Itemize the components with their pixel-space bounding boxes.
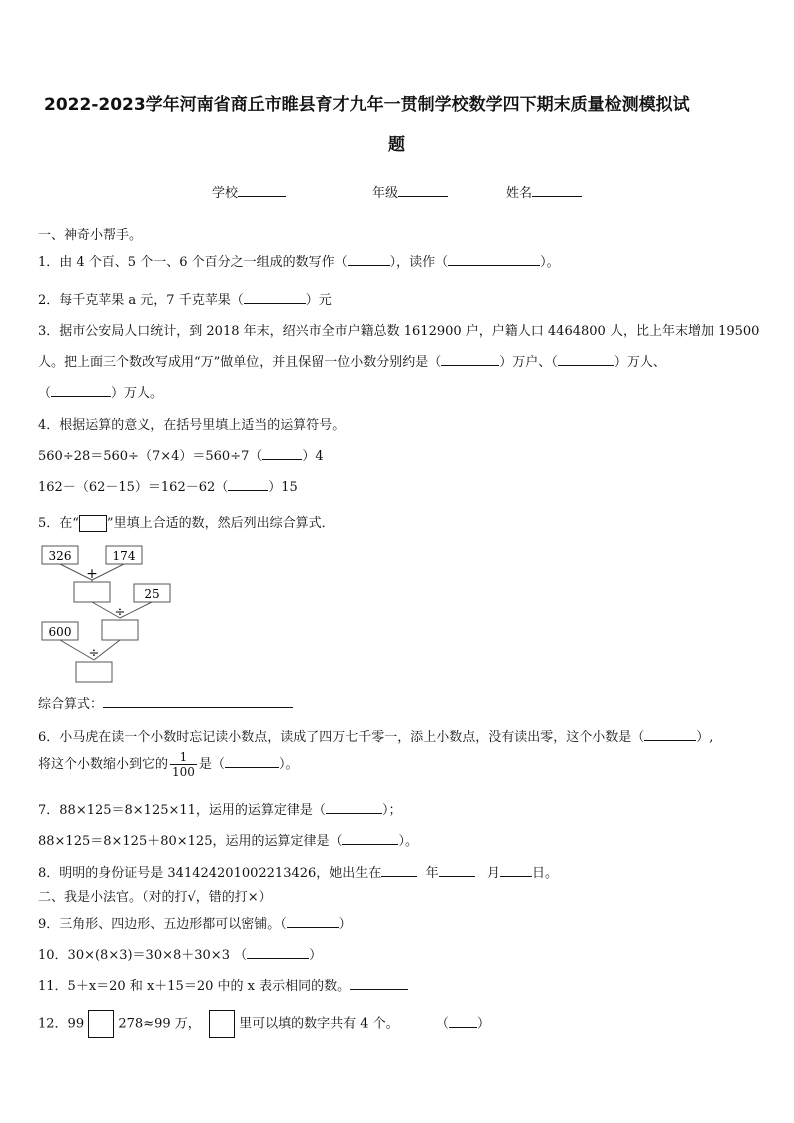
diagram-blank-box-1[interactable] [74,582,110,602]
q3-blank-3[interactable] [51,382,111,397]
page-title-continued: 题 [388,135,405,155]
question-2 [38,289,332,308]
q8-text-year: 年 [425,866,439,881]
q7-text-b: ）； [381,803,402,818]
q1-blank-2[interactable] [448,251,540,266]
q7-text-d: ）。 [398,834,418,849]
q10-blank[interactable] [247,944,309,959]
q12-text-e: ） [476,1016,490,1032]
q5-formula-line [38,693,293,712]
q4-eq1-text-b: ）4 [302,449,324,464]
question-7-line-1 [38,799,401,818]
q5-formula-blank[interactable] [103,693,293,708]
q12-text-b: 278≈99 万， [118,1016,201,1032]
q6-text-b: ）, [696,730,714,745]
q6-fraction-numerator: 1 [170,750,197,765]
question-11 [38,975,408,994]
q3-blank-2[interactable] [558,351,614,366]
q3-blank-1[interactable] [441,351,499,366]
q4-blank-2[interactable] [228,476,268,491]
name-field [506,182,582,201]
grade-label: 年级 [372,186,399,201]
diagram-num-600: 600 [48,625,72,639]
question-10 [38,944,322,963]
q3-text-a: 人。把上面三个数改写成用“万”做单位，并且保留一位小数分别约是（ [38,355,442,370]
q4-eq2-text-a: 162－（62－15）＝162－62（ [38,480,229,495]
question-6-line-1 [38,726,713,745]
diagram-op-divide-1: ÷ [114,605,126,620]
q8-text-month: 月 [486,866,500,881]
question-9 [38,913,352,932]
q6-blank-1[interactable] [644,726,696,741]
question-3-line-2 [38,351,666,370]
section-heading-1: 一、神奇小帮手。 [38,228,143,243]
q9-text-a: 9．三角形、四边形、五边形都可以密铺。（ [38,917,287,932]
q3-text-c: ）万人、 [613,355,666,370]
q7-text-a: 7．88×125＝8×125×11，运用的运算定律是（ [38,803,326,818]
q1-blank-1[interactable] [348,251,390,266]
q12-text-c: 里可以填的数字共有 4 个。 [239,1016,399,1032]
diagram-op-plus: + [86,566,98,582]
diagram-num-174: 174 [112,549,136,563]
question-6-line-2 [38,750,298,779]
q9-blank[interactable] [287,913,339,928]
q3-text-b: ）万户、（ [499,355,558,370]
q2-blank[interactable] [244,289,306,304]
diagram-op-divide-2: ÷ [88,646,100,661]
grade-blank[interactable] [398,182,448,197]
question-1 [38,251,560,270]
diagram-num-25: 25 [144,587,160,601]
q2-text-b: ）元 [305,293,332,308]
question-12 [38,1010,490,1038]
q10-text-a: 10．30×(8×3)＝30×8＋30×3 （ [38,948,248,963]
q9-text-b: ） [338,917,352,932]
q12-digit-box[interactable] [88,1010,114,1038]
q4-eq2-text-b: ）15 [268,480,298,495]
diagram-blank-box-3[interactable] [76,662,112,682]
school-blank[interactable] [238,182,286,197]
q1-text-b: ），读作（ [389,255,449,270]
q5-formula-label: 综合算式： [38,697,104,712]
q8-blank-year[interactable] [381,862,417,877]
question-4: 4．根据运算的意义，在括号里填上适当的运算符号。 [38,418,346,433]
q3-text-d: （ [38,386,52,401]
q4-equation-2 [38,476,298,495]
q7-blank-2[interactable] [342,830,398,845]
diagram-num-326: 326 [48,549,72,563]
question-5 [38,512,335,532]
q5-diagram [36,540,186,685]
q3-text-e: ）万人。 [111,386,164,401]
question-8 [38,862,558,881]
q4-eq1-text-a: 560÷28＝560÷（7×4）＝560÷7（ [38,449,263,464]
q8-blank-month[interactable] [439,862,475,877]
q6-text-d: 是（ [198,757,225,772]
q8-text-day: 日。 [532,866,559,881]
name-label: 姓名 [506,186,533,201]
q5-box-symbol [79,515,107,532]
q7-blank-1[interactable] [326,799,382,814]
q6-fraction-denominator: 100 [172,765,195,779]
question-3-line-3 [38,382,163,401]
q5-text-b: ”里填上合适的数，然后列出综合算式． [106,516,335,531]
q4-blank-1[interactable] [262,445,302,460]
diagram-blank-box-2[interactable] [102,620,138,640]
q1-text-a: 1．由 4 个百、5 个一、6 个百分之一组成的数写作（ [38,255,348,270]
name-blank[interactable] [532,182,582,197]
grade-field [372,182,448,201]
q12-text-a: 12．99 [38,1016,85,1032]
q4-equation-1 [38,445,324,464]
q11-text-a: 11．5＋x＝20 和 x＋15＝20 中的 x 表示相同的数。 [38,979,351,994]
q6-text-c: 将这个小数缩小到它的 [38,757,169,772]
q6-text-a: 6．小马虎在读一个小数时忘记读小数点，读成了四万七千零一，添上小数点，没有读出零，这个小数是（ [38,730,645,745]
q12-blank[interactable] [449,1013,477,1028]
q1-text-c: ）。 [540,255,560,270]
page-title: 2022-2023学年河南省商丘市睢县育才九年一贯制学校数学四下期末质量检测模拟试 [44,95,690,115]
question-3-line-1: 3．据市公安局人口统计，到 2018 年末，绍兴市全市户籍总数 1612900 户，户籍人口 4464800 人，比上年末增加 19500 [38,324,760,339]
q7-text-c: 88×125＝8×125＋80×125，运用的运算定律是（ [38,834,343,849]
q11-blank[interactable] [350,975,408,990]
school-field [212,182,286,201]
q6-fraction [170,750,197,779]
q8-blank-day[interactable] [500,862,532,877]
section-heading-2: 二、我是小法官。（对的打√，错的打×） [38,890,272,905]
q6-text-e: ）。 [278,757,299,772]
q5-text-a: 5．在“ [38,516,79,531]
q2-text-a: 2．每千克苹果 a 元，7 千克苹果（ [38,293,244,308]
q6-blank-2[interactable] [225,753,279,768]
q8-text-a: 8．明明的身份证号是 341424201002213426，她出生在 [38,866,382,881]
q12-text-d: （ [435,1016,449,1032]
school-label: 学校 [212,186,239,201]
question-7-line-2 [38,830,418,849]
q10-text-b: ） [309,948,323,963]
q12-box-symbol [209,1010,235,1038]
